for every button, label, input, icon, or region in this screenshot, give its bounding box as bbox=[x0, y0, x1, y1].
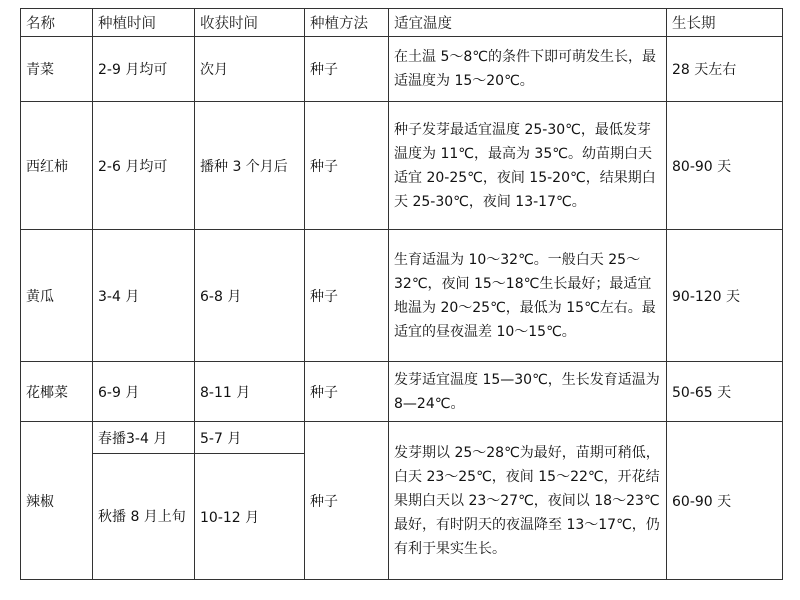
cell-method: 种子 bbox=[305, 362, 389, 422]
cell-plant-time-autumn: 秋播 8 月上旬 bbox=[93, 454, 195, 580]
header-harvest-time: 收获时间 bbox=[195, 9, 305, 37]
cell-temperature: 种子发芽最适宜温度 25-30℃，最低发芽温度为 11℃，最高为 35℃。幼苗期白天适宜 20-25℃，夜间 15-20℃，结果期白天 25-30℃，夜间 13-17℃。 bbox=[389, 102, 667, 230]
cell-temperature: 发芽期以 25～28℃为最好，苗期可稍低，白天 23～25℃，夜间 15～22℃，开花结果期白天以 23～27℃，夜间以 18～23℃最好，有时阴天的夜温降至 13～17℃，仍有利于果实生长。 bbox=[389, 422, 667, 580]
cell-harvest-time: 次月 bbox=[195, 37, 305, 102]
cell-harvest-time-autumn: 10-12 月 bbox=[195, 454, 305, 580]
cell-temperature: 在土温 5～8℃的条件下即可萌发生长，最适温度为 15～20℃。 bbox=[389, 37, 667, 102]
cell-growth-period: 60-90 天 bbox=[667, 422, 783, 580]
cell-name: 西红柿 bbox=[21, 102, 93, 230]
cell-plant-time-spring: 春播3-4 月 bbox=[93, 422, 195, 454]
table-row bbox=[21, 102, 783, 230]
cell-method: 种子 bbox=[305, 37, 389, 102]
cell-name: 辣椒 bbox=[21, 422, 93, 580]
cell-method: 种子 bbox=[305, 230, 389, 362]
cell-name: 花椰菜 bbox=[21, 362, 93, 422]
cell-harvest-time: 6-8 月 bbox=[195, 230, 305, 362]
cell-plant-time: 3-4 月 bbox=[93, 230, 195, 362]
cell-growth-period: 90-120 天 bbox=[667, 230, 783, 362]
cell-plant-time: 6-9 月 bbox=[93, 362, 195, 422]
cell-harvest-time-spring: 5-7 月 bbox=[195, 422, 305, 454]
table-row bbox=[21, 230, 783, 362]
cell-harvest-time: 8-11 月 bbox=[195, 362, 305, 422]
cell-plant-time: 2-9 月均可 bbox=[93, 37, 195, 102]
cell-method: 种子 bbox=[305, 422, 389, 580]
cell-growth-period: 80-90 天 bbox=[667, 102, 783, 230]
cell-name: 黄瓜 bbox=[21, 230, 93, 362]
vegetable-planting-table bbox=[20, 8, 783, 580]
table-row bbox=[21, 37, 783, 102]
header-temperature: 适宜温度 bbox=[389, 9, 667, 37]
header-growth-period: 生长期 bbox=[667, 9, 783, 37]
header-name: 名称 bbox=[21, 9, 93, 37]
header-row bbox=[21, 9, 783, 37]
table-row bbox=[21, 422, 783, 454]
cell-name: 青菜 bbox=[21, 37, 93, 102]
cell-temperature: 发芽适宜温度 15—30℃，生长发育适温为 8—24℃。 bbox=[389, 362, 667, 422]
header-method: 种植方法 bbox=[305, 9, 389, 37]
cell-growth-period: 50-65 天 bbox=[667, 362, 783, 422]
cell-harvest-time: 播种 3 个月后 bbox=[195, 102, 305, 230]
cell-growth-period: 28 天左右 bbox=[667, 37, 783, 102]
cell-method: 种子 bbox=[305, 102, 389, 230]
cell-plant-time: 2-6 月均可 bbox=[93, 102, 195, 230]
table-row bbox=[21, 362, 783, 422]
cell-temperature: 生育适温为 10～32℃。一般白天 25～32℃，夜间 15～18℃生长最好；最适宜地温为 20～25℃，最低为 15℃左右。最适宜的昼夜温差 10～15℃。 bbox=[389, 230, 667, 362]
header-plant-time: 种植时间 bbox=[93, 9, 195, 37]
